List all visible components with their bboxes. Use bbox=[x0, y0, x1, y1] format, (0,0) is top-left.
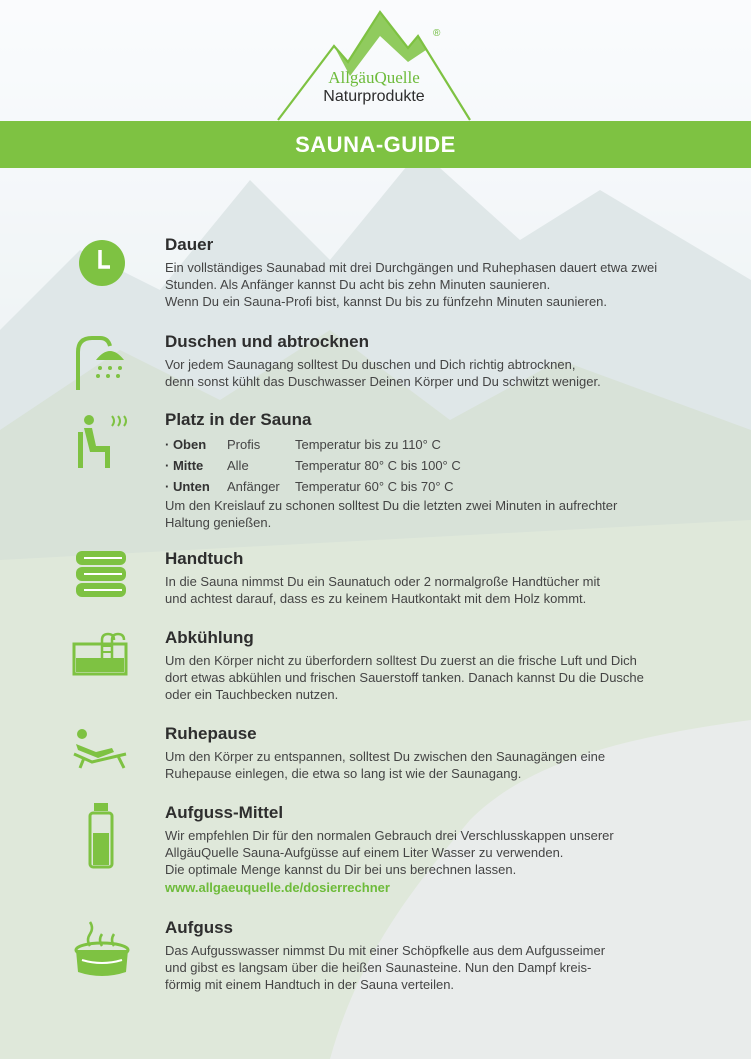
section-title: Platz in der Sauna bbox=[165, 410, 312, 429]
sauna-bucket-icon bbox=[72, 920, 132, 980]
seat-row-bottom bbox=[165, 476, 725, 497]
text-line: In die Sauna nimmst Du ein Saunatuch oder 2 normalgroße Handtücher mit bbox=[165, 574, 601, 589]
text-line: und gibst es langsam über die heißen Saunasteine. Nun den Dampf kreis- bbox=[165, 960, 592, 975]
logo bbox=[276, 6, 472, 124]
text-line: Das Aufgusswasser nimmst Du mit einer Schöpfkelle aus dem Aufgusseimer bbox=[165, 943, 606, 958]
clock-icon bbox=[72, 235, 132, 295]
text-line: Um den Körper nicht zu überfordern solltest Du zuerst an die frische Luft und Dich bbox=[165, 653, 637, 668]
sauna-person-icon bbox=[72, 412, 132, 472]
section-title: Handtuch bbox=[165, 549, 244, 568]
text-line: und achtest darauf, dass es zu keinem Hautkontakt mit dem Holz kommt. bbox=[165, 591, 587, 606]
text-line: Vor jedem Saunagang solltest Du duschen und Dich richtig abtrocknen, bbox=[165, 357, 576, 372]
page-title: SAUNA-GUIDE bbox=[295, 131, 456, 157]
temperature: Temperatur 60° C bis 70° C bbox=[295, 479, 454, 494]
section-title: Aufguss bbox=[165, 918, 233, 937]
logo-brand: AllgäuQuelle bbox=[328, 68, 420, 87]
logo-subtitle: Naturprodukte bbox=[323, 88, 425, 105]
shower-icon bbox=[72, 332, 132, 392]
bottle-icon bbox=[72, 803, 132, 869]
audience: Profis bbox=[227, 437, 261, 452]
audience: Anfänger bbox=[227, 479, 280, 494]
mountain-logo-icon bbox=[276, 6, 472, 124]
audience: Alle bbox=[227, 458, 249, 473]
towel-stack-icon bbox=[72, 549, 132, 609]
title-banner bbox=[0, 121, 751, 168]
section-title: Abkühlung bbox=[165, 628, 254, 647]
section-title: Ruhepause bbox=[165, 724, 257, 743]
seat-row-top bbox=[165, 434, 725, 455]
text-line: Um den Kreislauf zu schonen solltest Du die letzten zwei Minuten in aufrechter bbox=[165, 498, 618, 513]
text-line: Die optimale Menge kannst du Dir bei uns berechnen lassen. bbox=[165, 862, 517, 877]
pool-icon bbox=[72, 630, 132, 690]
section-title: Duschen und abtrocknen bbox=[165, 332, 370, 351]
text-line: Wenn Du ein Sauna-Profi bist, kannst Du bis zu fünfzehn Minuten saunieren. bbox=[165, 294, 608, 309]
text-line: Um den Körper zu entspannen, solltest Du zwischen den Saunagängen eine bbox=[165, 749, 606, 764]
text-line: Ruhepause einlegen, die etwa so lang ist wie der Saunagang. bbox=[165, 766, 522, 781]
text-line: oder ein Tauchbecken nutzen. bbox=[165, 687, 339, 702]
lounger-icon bbox=[72, 724, 132, 784]
text-line: Wir empfehlen Dir für den normalen Gebrauch drei Verschlusskappen unserer bbox=[165, 828, 614, 843]
registered-mark: ® bbox=[433, 28, 441, 39]
dosierrechner-link[interactable]: www.allgaeuquelle.de/dosierrechner bbox=[165, 880, 390, 895]
level: · Mitte bbox=[165, 458, 204, 473]
temperature: Temperatur 80° C bis 100° C bbox=[295, 458, 461, 473]
temperature: Temperatur bis zu 110° C bbox=[295, 437, 441, 452]
seat-row-middle bbox=[165, 455, 725, 476]
text-line: AllgäuQuelle Sauna-Aufgüsse auf einem Liter Wasser zu verwenden. bbox=[165, 845, 564, 860]
level: · Unten bbox=[165, 479, 210, 494]
text-line: denn sonst kühlt das Duschwasser Deinen Körper und Du schwitzt weniger. bbox=[165, 374, 601, 389]
level: · Oben bbox=[165, 437, 207, 452]
text-line: dort etwas abkühlen und frischen Sauerstoff tanken. Danach kannst Du die Dusche bbox=[165, 670, 644, 685]
text-line: Stunden. Als Anfänger kannst Du acht bis zehn Minuten saunieren. bbox=[165, 277, 551, 292]
text-line: förmig mit einem Handtuch in der Sauna verteilen. bbox=[165, 977, 455, 992]
text-line: Haltung genießen. bbox=[165, 515, 272, 530]
section-title: Dauer bbox=[165, 235, 214, 254]
text-line: Ein vollständiges Saunabad mit drei Durchgängen und Ruhephasen dauert etwa zwei bbox=[165, 260, 658, 275]
section-title: Aufguss-Mittel bbox=[165, 803, 284, 822]
